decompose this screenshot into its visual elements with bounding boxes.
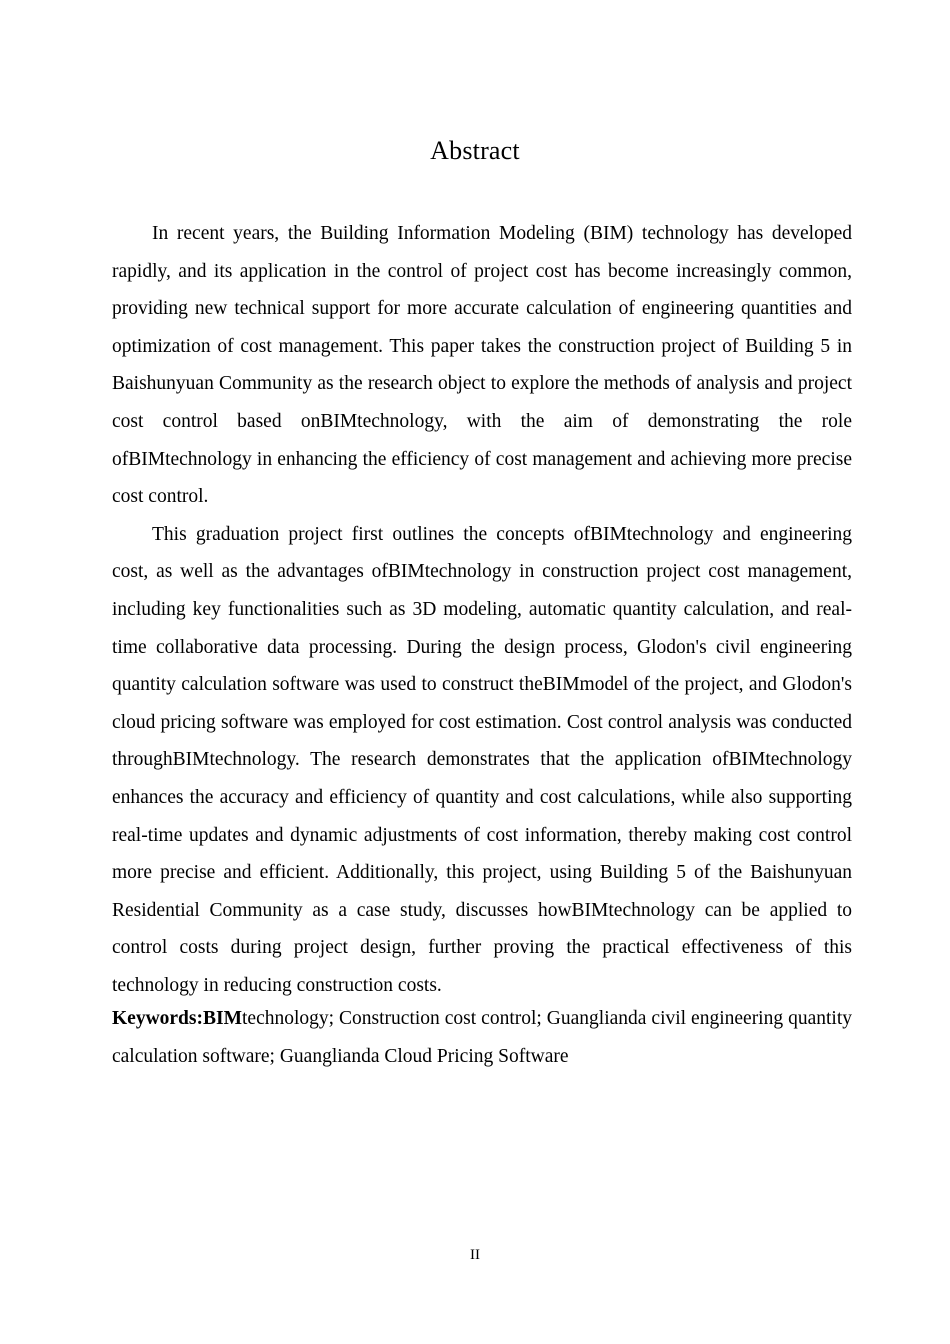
abstract-paragraph-2: This graduation project first outlines the concepts ofBIMtechnology and engineering cost, as well as the advantages ofBIMtechnology in construction project cost management, including key functionalities such as 3D modeling, automatic quantity calculation, and real-time collaborative data processing. During the design process, Glodon's civil engineering quantity calculation software was used to construct theBIMmodel of the project, and Glodon's cloud pricing software was employed for cost estimation. Cost control analysis was conducted throughBIMtechnology. The research demonstrates that the application ofBIMtechnology enhances the accuracy and efficiency of quantity and cost calculations, while also supporting real-time updates and dynamic adjustments of cost information, thereby making cost control more precise and efficient. Additionally, this project, using Building 5 of the Baishunyuan Residential Community as a case study, discusses howBIMtechnology can be applied to control costs during project design, further proving the practical effectiveness of this technology in reducing construction costs. (112, 523, 852, 996)
abstract-paragraph-1: In recent years, the Building Information Modeling (BIM) technology has developed rapidly, and its application in the control of project cost has become increasingly common, providing new technical support for more accurate calculation of engineering quantities and optimization of cost management. This paper takes the construction project of Building 5 in Baishunyuan Community as the research object to explore the methods of analysis and project cost control based onBIMtechnology, with the aim of demonstrating the role ofBIMtechnology in enhancing the efficiency of cost management and achieving more precise cost control. (112, 223, 852, 508)
keywords-label: Keywords:BIM (112, 1008, 242, 1029)
abstract-body (112, 215, 852, 1004)
page-number: II (470, 1247, 480, 1263)
keywords-section (112, 1000, 852, 1075)
keywords-text: technology; Construction cost control; Guanglianda civil engineering quantity calculation software; Guanglianda Cloud Pricing Software (112, 1008, 852, 1067)
page-title: Abstract (430, 136, 520, 166)
keywords-line (112, 1000, 852, 1075)
